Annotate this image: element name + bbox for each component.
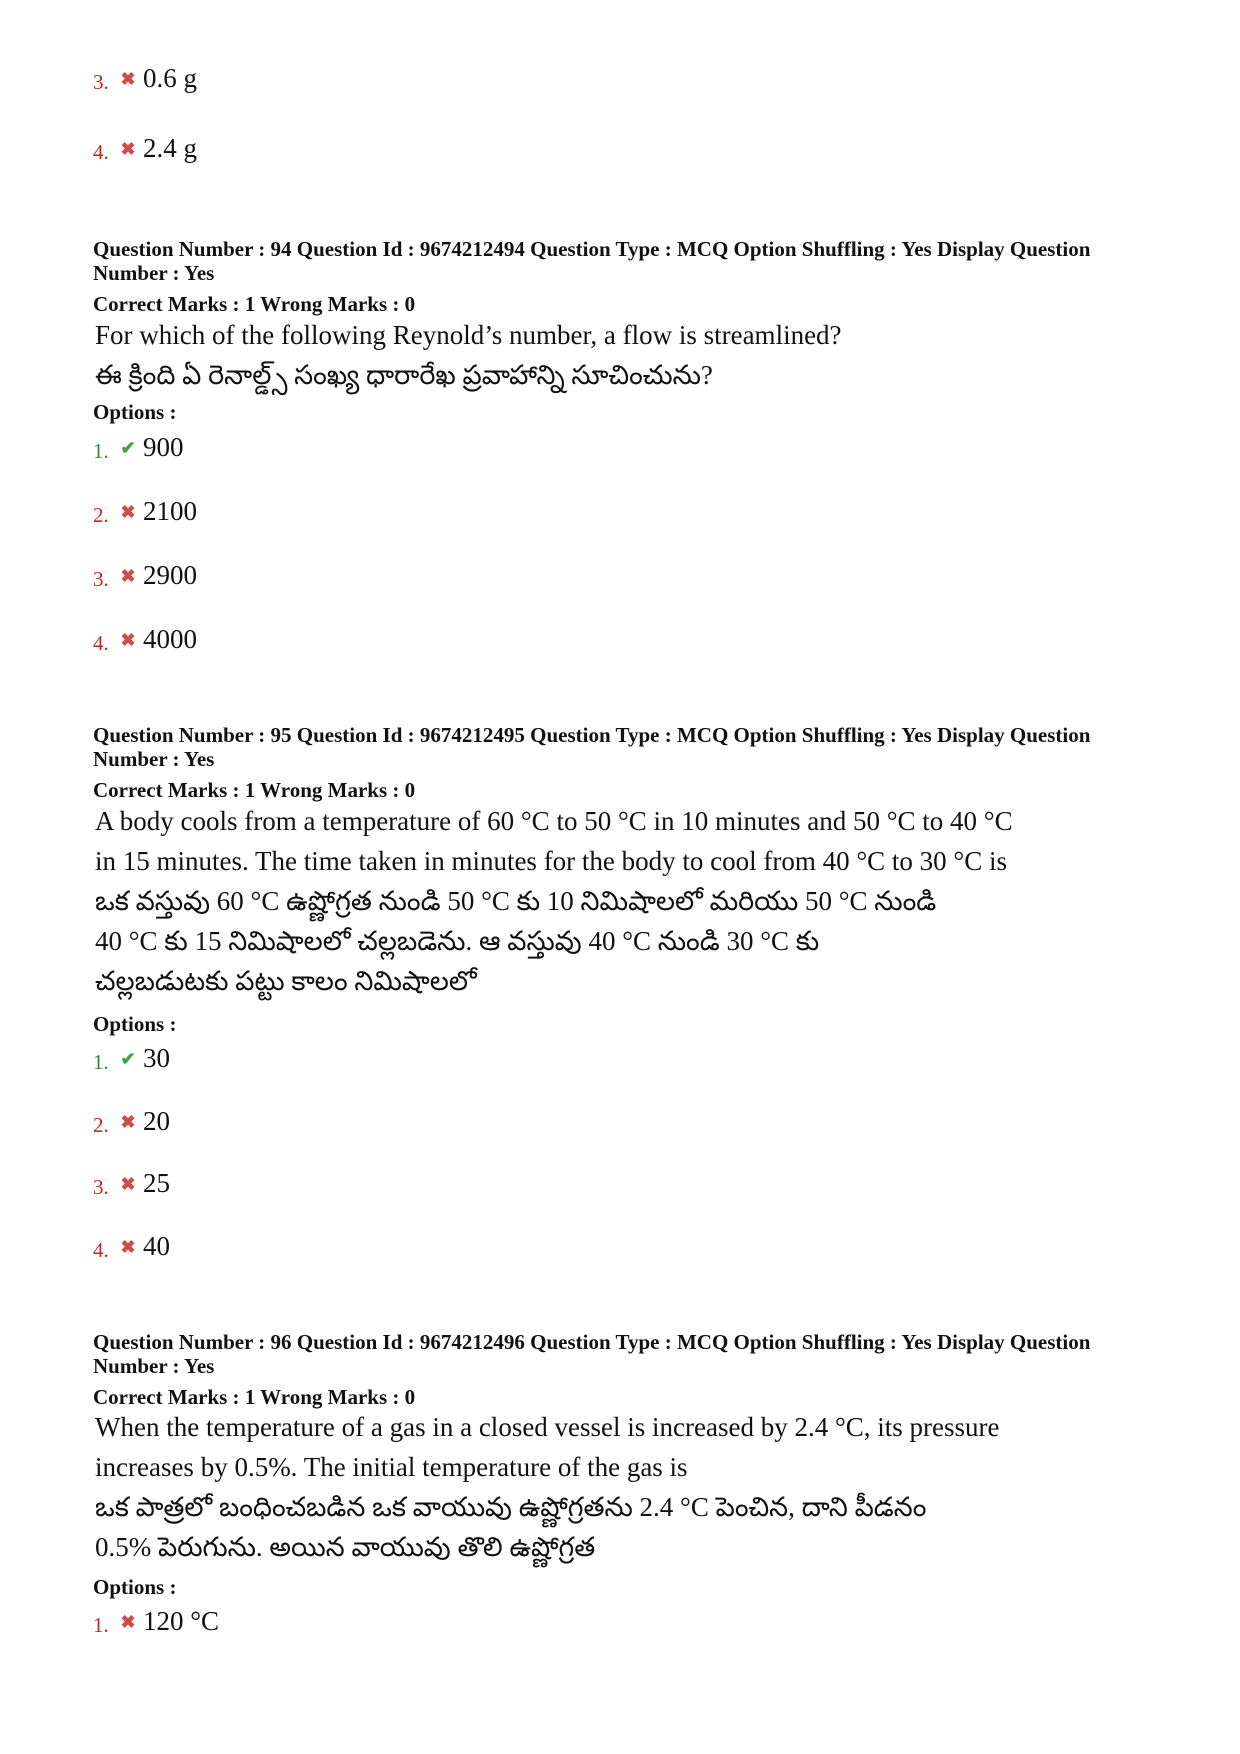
option-row	[93, 58, 197, 98]
option-number: 4.	[93, 139, 109, 164]
question-meta-line: Question Number : 96 Question Id : 9674212496 Question Type : MCQ Option Shuffling : Yes Display Question	[93, 1330, 1091, 1354]
question-text-line: చల్లబడుటకు పట్టు కాలం నిమిషాలలో	[95, 966, 477, 996]
question-text	[95, 1407, 1155, 1567]
option-text: 25	[143, 1167, 170, 1198]
option-row	[93, 427, 184, 467]
question-text-english: For which of the following Reynold’s number, a flow is streamlined?	[95, 320, 842, 350]
option-number: 3.	[93, 566, 109, 591]
wrong-answer-icon: ✖	[120, 501, 136, 522]
wrong-answer-icon: ✖	[120, 138, 136, 159]
option-text: 20	[143, 1105, 170, 1136]
option-text: 120 °C	[143, 1605, 220, 1636]
option-text: 40	[143, 1230, 170, 1261]
question-text-line: increases by 0.5%. The initial temperature of the gas is	[95, 1452, 688, 1482]
option-text: 900	[143, 431, 184, 462]
wrong-answer-icon: ✖	[120, 1173, 136, 1194]
option-text: 0.6 g	[143, 62, 197, 93]
question-text-line: 0.5% పెరుగును. అయిన వాయువు తొలి ఉష్ణోగ్రత	[95, 1532, 596, 1562]
question-meta	[93, 1330, 1143, 1378]
option-number: 4.	[93, 1237, 109, 1262]
wrong-answer-icon: ✖	[120, 68, 136, 89]
option-number: 3.	[93, 69, 109, 94]
option-row	[93, 1163, 170, 1203]
question-text-line: 40 °C కు 15 నిమిషాలలో చల్లబడెను. ఆ వస్తువు 40 °C నుండి 30 °C కు	[95, 926, 820, 956]
option-text: 2900	[143, 559, 197, 590]
option-number: 1.	[93, 1049, 109, 1074]
option-text: 2.4 g	[143, 132, 197, 163]
question-marks: Correct Marks : 1 Wrong Marks : 0	[93, 292, 416, 316]
question-meta-line: Number : Yes	[93, 261, 215, 285]
question-text-telugu: ఈ క్రింది ఏ రెనాల్డ్స్ సంఖ్య ధారారేఖ ప్రవాహాన్ని సూచించును?	[95, 360, 713, 390]
question-marks: Correct Marks : 1 Wrong Marks : 0	[93, 778, 416, 802]
question-marks: Correct Marks : 1 Wrong Marks : 0	[93, 1385, 416, 1409]
question-text-line: ఒక వస్తువు 60 °C ఉష్ణోగ్రత నుండి 50 °C కు 10 నిమిషాలలో మరియు 50 °C నుండి	[95, 886, 937, 916]
options-label: Options :	[93, 1575, 177, 1599]
option-text: 4000	[143, 623, 197, 654]
option-row	[93, 1226, 170, 1266]
question-meta-line: Number : Yes	[93, 747, 215, 771]
question-meta	[93, 723, 1143, 771]
question-meta-line: Number : Yes	[93, 1354, 215, 1378]
option-number: 2.	[93, 502, 109, 527]
option-row	[93, 555, 197, 595]
wrong-answer-icon: ✖	[120, 1111, 136, 1132]
question-text-line: ఒక పాత్రలో బంధించబడిన ఒక వాయువు ఉష్ణోగ్రతను 2.4 °C పెంచిన, దాని పీడనం	[95, 1492, 927, 1522]
option-row	[93, 619, 197, 659]
option-number: 2.	[93, 1112, 109, 1137]
option-number: 4.	[93, 630, 109, 655]
question-text-line: A body cools from a temperature of 60 °C to 50 °C in 10 minutes and 50 °C to 40 °C	[95, 806, 1013, 836]
option-row	[93, 1101, 170, 1141]
question-text-line: in 15 minutes. The time taken in minutes for the body to cool from 40 °C to 30 °C is	[95, 846, 1008, 876]
option-text: 2100	[143, 495, 197, 526]
question-meta-line: Question Number : 95 Question Id : 9674212495 Question Type : MCQ Option Shuffling : Yes Display Question	[93, 723, 1091, 747]
option-row	[93, 1601, 219, 1641]
question-text	[95, 801, 1155, 1001]
option-row	[93, 1038, 170, 1078]
correct-answer-icon: ✔	[120, 1048, 136, 1069]
option-number: 1.	[93, 1612, 109, 1637]
question-meta-line: Question Number : 94 Question Id : 9674212494 Question Type : MCQ Option Shuffling : Yes Display Question	[93, 237, 1091, 261]
option-number: 1.	[93, 438, 109, 463]
question-meta	[93, 237, 1143, 285]
correct-answer-icon: ✔	[120, 437, 136, 458]
option-number: 3.	[93, 1174, 109, 1199]
option-text: 30	[143, 1042, 170, 1073]
question-text	[95, 315, 1155, 395]
wrong-answer-icon: ✖	[120, 629, 136, 650]
options-label: Options :	[93, 400, 177, 424]
option-row	[93, 491, 197, 531]
option-row	[93, 128, 197, 168]
options-label: Options :	[93, 1012, 177, 1036]
wrong-answer-icon: ✖	[120, 1236, 136, 1257]
wrong-answer-icon: ✖	[120, 1611, 136, 1632]
question-text-line: When the temperature of a gas in a closed vessel is increased by 2.4 °C, its pressure	[95, 1412, 1000, 1442]
wrong-answer-icon: ✖	[120, 565, 136, 586]
